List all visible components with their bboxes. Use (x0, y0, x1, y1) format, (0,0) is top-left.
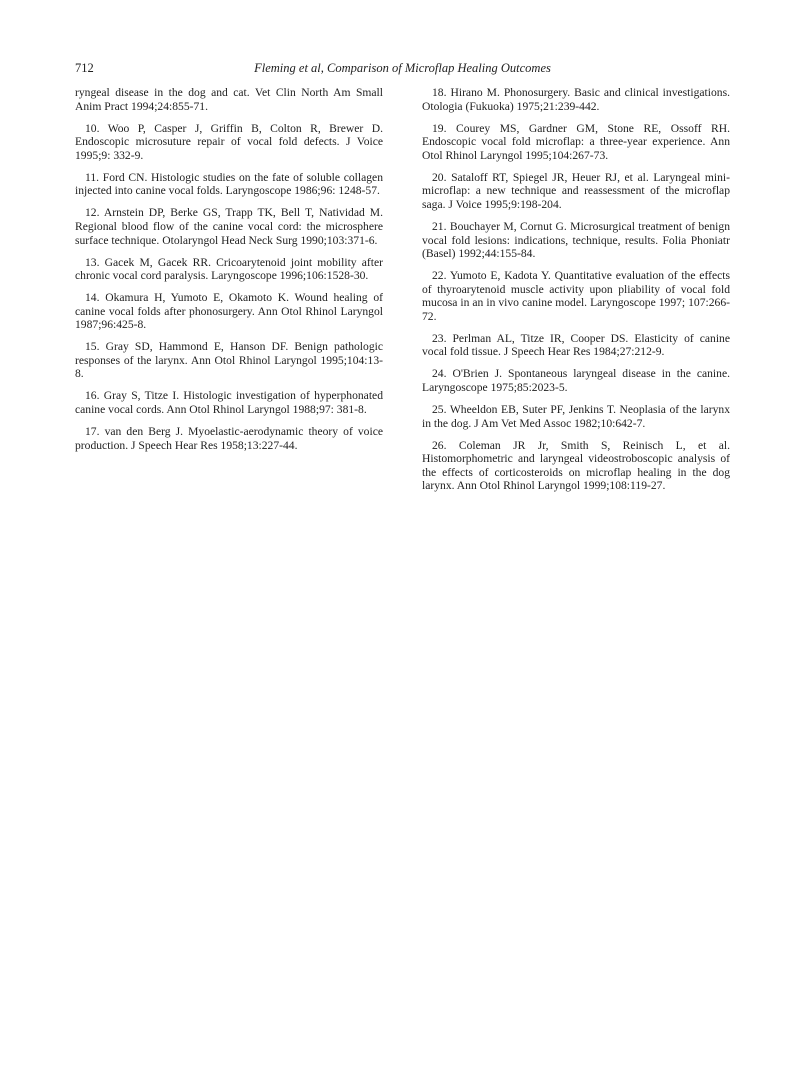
reference-item: 20. Sataloff RT, Spiegel JR, Heuer RJ, et al. Laryngeal mini-microflap: a new technique and reassessment of the microflap saga. J Voice 1995;9:198-204. (422, 170, 730, 211)
reference-item: 15. Gray SD, Hammond E, Hanson DF. Benign pathologic responses of the larynx. Ann Otol Rhinol Laryngol 1995;104:13-8. (75, 340, 383, 381)
reference-item: 14. Okamura H, Yumoto E, Okamoto K. Wound healing of canine vocal folds after phonosurgery. Ann Otol Rhinol Laryngol 1987;96:425-8. (75, 291, 383, 332)
reference-item: 17. van den Berg J. Myoelastic-aerodynamic theory of voice production. J Speech Hear Res 1958;13:227-44. (75, 425, 383, 452)
reference-item: 16. Gray S, Titze I. Histologic investigation of hyperphonated canine vocal cords. Ann Otol Rhinol Laryngol 1988;97: 381-8. (75, 389, 383, 417)
page-number: 712 (75, 61, 94, 75)
running-title: Fleming et al, Comparison of Microflap Healing Outcomes (254, 61, 551, 75)
reference-item: 12. Arnstein DP, Berke GS, Trapp TK, Bell T, Natividad M. Regional blood flow of the canine vocal cord: the microsphere surface technique. Otolaryngol Head Neck Surg 1990;103:371-6. (75, 206, 383, 247)
reference-item: 18. Hirano M. Phonosurgery. Basic and clinical investigations. Otologia (Fukuoka) 1975;21:239-442. (422, 86, 730, 113)
references-left-column (75, 86, 383, 461)
reference-item: 26. Coleman JR Jr, Smith S, Reinisch L, et al. Histomorphometric and laryngeal videostroboscopic analysis of the effects of corticosteroids on microflap healing in the dog larynx. Ann Otol Rhinol Laryngol 1999;108:119-27. (422, 438, 730, 493)
reference-item: 22. Yumoto E, Kadota Y. Quantitative evaluation of the effects of thyroarytenoid muscle activity upon pliability of vocal fold mucosa in an in vivo canine model. Laryngoscope 1997; 107:266-72. (422, 269, 730, 323)
reference-item: 23. Perlman AL, Titze IR, Cooper DS. Elasticity of canine vocal fold tissue. J Speech Hear Res 1984;27:212-9. (422, 331, 730, 359)
reference-item: 21. Bouchayer M, Cornut G. Microsurgical treatment of benign vocal fold lesions: indications, technique, results. Folia Phoniatr (Basel) 1992;44:155-84. (422, 219, 730, 261)
reference-item: 24. O'Brien J. Spontaneous laryngeal disease in the canine. Laryngoscope 1975;85:2023-5. (422, 367, 730, 395)
reference-item: 25. Wheeldon EB, Suter PF, Jenkins T. Neoplasia of the larynx in the dog. J Am Vet Med Assoc 1982;10:642-7. (422, 403, 730, 430)
references-right-column (422, 86, 730, 501)
reference-item: 19. Courey MS, Gardner GM, Stone RE, Ossoff RH. Endoscopic vocal fold microflap: a three-year experience. Ann Otol Rhinol Laryngol 1995;104:267-73. (422, 121, 730, 162)
reference-item: 10. Woo P, Casper J, Griffin B, Colton R, Brewer D. Endoscopic microsuture repair of vocal fold defects. J Voice 1995;9: 332-9. (75, 121, 383, 162)
reference-item: ryngeal disease in the dog and cat. Vet Clin North Am Small Anim Pract 1994;24:855-71. (75, 86, 383, 113)
reference-item: 13. Gacek M, Gacek RR. Cricoarytenoid joint mobility after chronic vocal cord paralysis. Laryngoscope 1996;106:1528-30. (75, 255, 383, 283)
reference-item: 11. Ford CN. Histologic studies on the fate of soluble collagen injected into canine vocal folds. Laryngoscope 1986;96: 1248-57. (75, 170, 383, 198)
